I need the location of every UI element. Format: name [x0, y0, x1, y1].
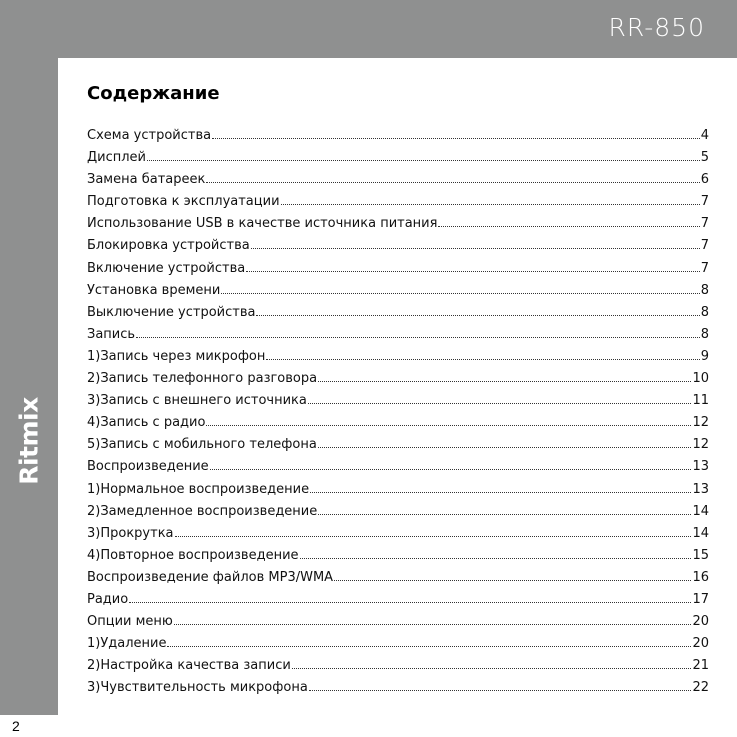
toc-entry-label: Радио — [87, 591, 129, 607]
toc-entry-page: 12 — [692, 437, 709, 453]
toc-entry — [87, 523, 709, 545]
toc-entry-page: 13 — [692, 481, 709, 497]
toc-entry-label: Выключение устройства — [87, 304, 256, 320]
toc-dot-leader — [174, 623, 692, 625]
toc-entry — [87, 235, 709, 257]
toc-entry — [87, 434, 709, 456]
toc-entry-page: 8 — [700, 326, 709, 342]
toc-entry-page: 10 — [692, 371, 709, 387]
toc-entry — [87, 169, 709, 191]
toc-entry — [87, 147, 709, 169]
toc-dot-leader — [308, 402, 692, 404]
toc-entry — [87, 611, 709, 633]
toc-entry-label: Использование USB в качестве источника питания — [87, 216, 438, 232]
toc-entry-label: Воспроизведение — [87, 459, 209, 475]
model-name: RR-850 — [608, 13, 705, 42]
toc-entry-page: 14 — [692, 503, 709, 519]
toc-dot-leader — [251, 247, 700, 249]
toc-dot-leader — [136, 336, 700, 338]
toc-entry-label: 3)Прокрутка — [87, 525, 174, 541]
header-bar — [0, 0, 737, 58]
toc-entry-page: 20 — [692, 614, 709, 630]
toc-dot-leader — [318, 513, 691, 515]
toc-entry — [87, 324, 709, 346]
toc-entry — [87, 677, 709, 699]
toc-entry-page: 9 — [700, 348, 709, 364]
toc-entry-page: 8 — [700, 304, 709, 320]
toc-entry — [87, 390, 709, 412]
toc-dot-leader — [281, 203, 700, 205]
toc-dot-leader — [210, 468, 692, 470]
toc-entry-label: 2)Настройка качества записи — [87, 658, 291, 674]
toc-entry-page: 7 — [700, 216, 709, 232]
toc-entry-label: 4)Повторное воспроизведение — [87, 547, 299, 563]
toc-entry — [87, 633, 709, 655]
toc-dot-leader — [318, 446, 692, 448]
toc-entry-label: 3)Чувствительность микрофона — [87, 680, 308, 696]
toc-entry-page: 7 — [700, 194, 709, 210]
toc-entry — [87, 346, 709, 368]
toc-entry-label: Дисплей — [87, 150, 147, 166]
page-number: 2 — [12, 718, 20, 734]
toc-entry — [87, 655, 709, 677]
toc-dot-leader — [212, 137, 700, 139]
toc-dot-leader — [310, 491, 691, 493]
toc-entry — [87, 479, 709, 501]
toc-entry — [87, 302, 709, 324]
toc-entry-page: 22 — [692, 680, 709, 696]
toc-entry-label: 4)Запись с радио — [87, 415, 206, 431]
toc-entry — [87, 456, 709, 478]
toc-entry-label: 3)Запись с внешнего источника — [87, 393, 307, 409]
toc-entry-label: 2)Замедленное воспроизведение — [87, 503, 318, 519]
toc-dot-leader — [318, 380, 691, 382]
toc-dot-leader — [300, 557, 692, 559]
toc-entry-page: 20 — [692, 636, 709, 652]
toc-entry — [87, 258, 709, 280]
toc-entry — [87, 213, 709, 235]
toc-entry — [87, 125, 709, 147]
sidebar — [0, 58, 58, 737]
toc-entry-page: 13 — [692, 459, 709, 475]
toc-entry-page: 7 — [700, 260, 709, 276]
toc-dot-leader — [129, 601, 691, 603]
toc-dot-leader — [221, 292, 699, 294]
toc-entry-label: 1)Удаление — [87, 636, 167, 652]
toc-entry-label: 2)Запись телефонного разговора — [87, 371, 318, 387]
toc-dot-leader — [147, 159, 700, 161]
toc-entry-page: 16 — [692, 569, 709, 585]
toc-entry-label: 5)Запись с мобильного телефона — [87, 437, 317, 453]
toc-entry-page: 15 — [692, 547, 709, 563]
toc-entry — [87, 191, 709, 213]
brand-logo: Ritmix — [14, 397, 44, 485]
toc-entry-page: 14 — [692, 525, 709, 541]
toc-entry-label: Установка времени — [87, 282, 221, 298]
toc-entry-label: Включение устройства — [87, 260, 246, 276]
toc-entry-label: 1)Запись через микрофон — [87, 348, 266, 364]
toc-entry-label: Воспроизведение файлов MP3/WMA — [87, 569, 334, 585]
toc-dot-leader — [266, 358, 699, 360]
toc-entry — [87, 567, 709, 589]
toc-entry-label: Схема устройства — [87, 128, 212, 143]
toc-entry — [87, 368, 709, 390]
toc-entry-page: 4 — [700, 128, 709, 143]
toc-entry-page: 12 — [692, 415, 709, 431]
toc-entry-label: Подготовка к эксплуатации — [87, 194, 280, 210]
toc-entry-label: Блокировка устройства — [87, 238, 250, 254]
toc-entry — [87, 589, 709, 611]
toc-entry-label: Опции меню — [87, 614, 173, 630]
toc-entry — [87, 280, 709, 302]
toc-dot-leader — [167, 645, 691, 647]
toc-dot-leader — [206, 181, 699, 183]
toc-dot-leader — [309, 689, 692, 691]
toc-entry-page: 11 — [692, 393, 709, 409]
toc-entry-page: 17 — [692, 591, 709, 607]
page-number-box — [0, 715, 58, 737]
toc-dot-leader — [175, 535, 692, 537]
toc-entry-page: 21 — [692, 658, 709, 674]
toc-dot-leader — [292, 667, 692, 669]
toc-dot-leader — [438, 225, 699, 227]
toc-entry-page: 7 — [700, 238, 709, 254]
page-title: Содержание — [87, 83, 220, 104]
toc-entry-page: 5 — [700, 150, 709, 166]
toc-entry — [87, 545, 709, 567]
toc-dot-leader — [246, 270, 700, 272]
toc-entry-label: Запись — [87, 326, 136, 342]
toc-entry — [87, 412, 709, 434]
toc-entry-label: 1)Нормальное воспроизведение — [87, 481, 310, 497]
toc-entry-page: 8 — [700, 282, 709, 298]
toc-dot-leader — [334, 579, 691, 581]
toc-entry-page: 6 — [700, 172, 709, 188]
toc-dot-leader — [206, 424, 691, 426]
toc-dot-leader — [256, 314, 699, 316]
toc-entry — [87, 501, 709, 523]
table-of-contents — [87, 125, 709, 699]
toc-entry-label: Замена батареек — [87, 172, 206, 188]
